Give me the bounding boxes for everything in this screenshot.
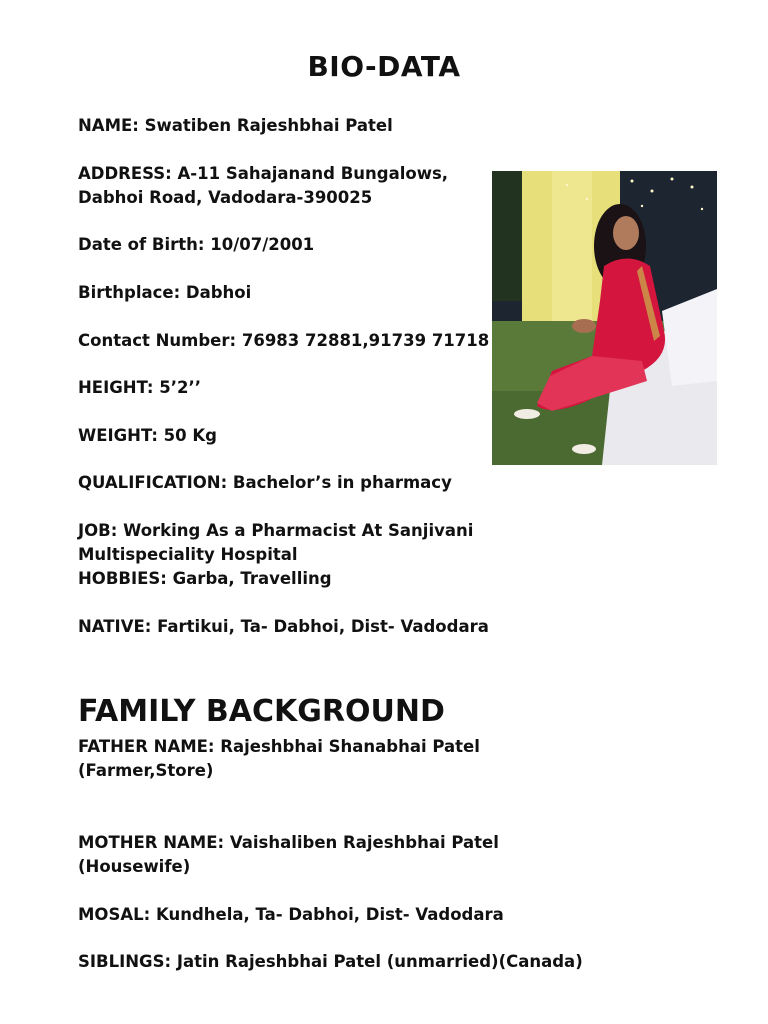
hobbies-field: HOBBIES: Garba, Travelling: [78, 569, 332, 588]
contact-field: Contact Number: 76983 72881,91739 71718: [78, 331, 490, 350]
father-line-2: (Farmer,Store): [78, 761, 214, 780]
mosal-field: MOSAL: Kundhela, Ta- Dabhoi, Dist- Vadodara: [78, 905, 504, 924]
family-background-heading: FAMILY BACKGROUND: [78, 694, 445, 729]
siblings-field: SIBLINGS: Jatin Rajeshbhai Patel (unmarried)(Canada): [78, 952, 583, 971]
job-line-2: Multispeciality Hospital: [78, 545, 298, 564]
native-field: NATIVE: Fartikui, Ta- Dabhoi, Dist- Vadodara: [78, 617, 489, 636]
weight-field: WEIGHT: 50 Kg: [78, 426, 217, 445]
height-field: HEIGHT: 5’2’’: [78, 378, 202, 397]
name-field: NAME: Swatiben Rajeshbhai Patel: [78, 116, 393, 135]
address-line-2: Dabhoi Road, Vadodara-390025: [78, 188, 373, 207]
qualification-field: QUALIFICATION: Bachelor’s in pharmacy: [78, 473, 452, 492]
mother-line-1: MOTHER NAME: Vaishaliben Rajeshbhai Patel: [78, 833, 499, 852]
dob-field: Date of Birth: 10/07/2001: [78, 235, 315, 254]
address-line-1: ADDRESS: A-11 Sahajanand Bungalows,: [78, 164, 449, 183]
mother-line-2: (Housewife): [78, 857, 191, 876]
birthplace-field: Birthplace: Dabhoi: [78, 283, 252, 302]
job-line-1: JOB: Working As a Pharmacist At Sanjivani: [78, 521, 474, 540]
profile-photo: [492, 171, 717, 465]
father-line-1: FATHER NAME: Rajeshbhai Shanabhai Patel: [78, 737, 480, 756]
page-title: BIO-DATA: [307, 50, 461, 83]
